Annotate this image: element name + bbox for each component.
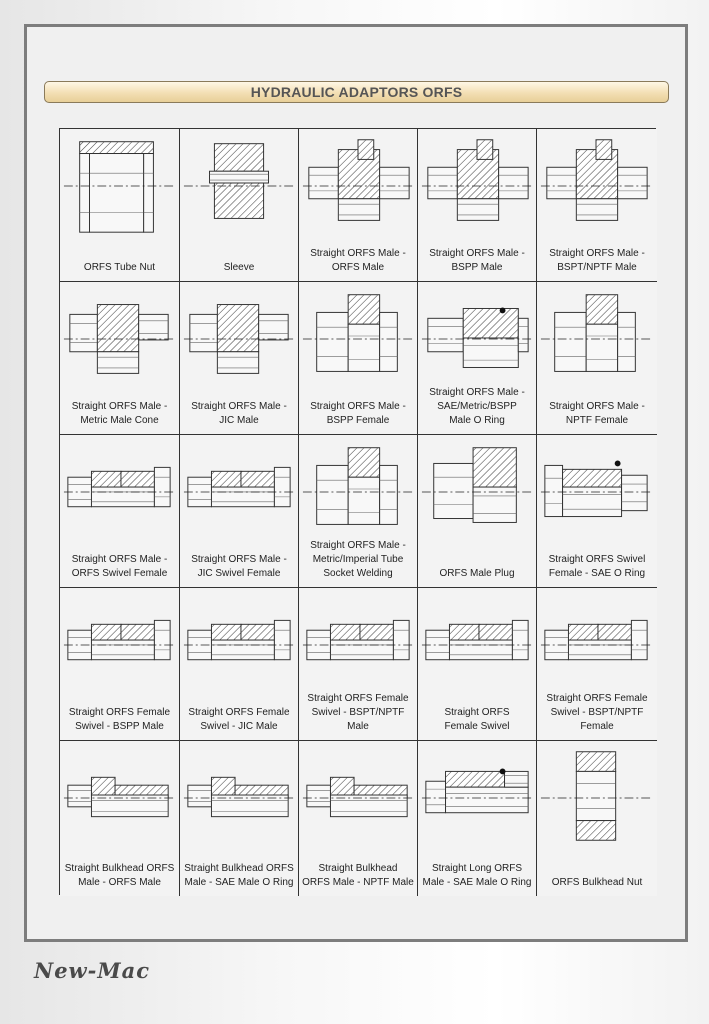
bulkhead-nut-icon (537, 741, 657, 851)
bulkhead-icon (180, 741, 298, 851)
adaptor-label: Straight ORFS Male - Metric Male Cone (71, 401, 168, 426)
adaptor-label: Straight Bulkhead ORFS Male - SAE Male O Ring (184, 863, 294, 888)
adaptor-label: ORFS Tube Nut (83, 262, 156, 273)
long-male-icon (418, 741, 536, 851)
page-title: HYDRAULIC ADAPTORS ORFS (44, 81, 669, 103)
male-male-icon (537, 129, 657, 239)
adaptor-cell[interactable] (418, 741, 537, 896)
adaptor-label: Straight ORFS Female Swivel - BSPT/NPTF Male (307, 693, 409, 732)
adaptor-cell[interactable] (60, 129, 180, 282)
adaptor-cell[interactable] (180, 588, 299, 741)
adaptor-label: Straight Long ORFS Male - SAE Male O Ring (422, 863, 532, 888)
adaptor-cell[interactable] (537, 741, 657, 896)
male-male-icon (299, 129, 417, 239)
adaptor-label: Sleeve (223, 262, 255, 273)
adaptor-cell[interactable] (418, 435, 537, 588)
adaptor-cell[interactable] (537, 282, 657, 435)
swivel-icon (180, 435, 298, 545)
adaptor-label: Straight ORFS Male - BSPP Female (310, 401, 406, 426)
adaptor-label: Straight ORFS Male - ORFS Male (310, 248, 406, 273)
adaptor-label: Straight ORFS Male - JIC Swivel Female (191, 554, 287, 579)
adaptor-label: Straight ORFS Female Swivel (444, 707, 510, 732)
adaptor-cell[interactable] (299, 129, 418, 282)
adaptor-label: Straight ORFS Female Swivel - BSPT/NPTF Female (546, 693, 648, 732)
adaptor-cell[interactable] (180, 741, 299, 896)
adaptor-cell[interactable] (418, 129, 537, 282)
adaptor-cell[interactable] (299, 741, 418, 896)
adaptor-cell[interactable] (418, 588, 537, 741)
swivel-icon (180, 588, 298, 698)
adaptor-label: ORFS Male Plug (439, 568, 515, 579)
adaptor-label: Straight ORFS Swivel Female - SAE O Ring (548, 554, 646, 579)
adaptor-cell[interactable] (180, 435, 299, 588)
adaptor-label: Straight Bulkhead ORFS Male - ORFS Male (64, 863, 175, 888)
adaptor-cell[interactable] (299, 282, 418, 435)
male-cone-icon (60, 282, 179, 392)
adaptor-cell[interactable] (60, 741, 180, 896)
adaptor-cell[interactable] (537, 588, 657, 741)
sleeve-icon (180, 129, 298, 239)
adaptor-cell[interactable] (60, 435, 180, 588)
adaptor-cell[interactable] (299, 435, 418, 588)
adaptor-label: Straight ORFS Female Swivel - BSPP Male (68, 707, 171, 732)
adaptor-cell[interactable] (180, 129, 299, 282)
adaptor-label: Straight ORFS Female Swivel - JIC Male (188, 707, 290, 732)
adaptor-label: Straight ORFS Male - JIC Male (191, 401, 287, 426)
swivel-oring-icon (537, 435, 657, 545)
adaptor-label: ORFS Bulkhead Nut (551, 877, 643, 888)
male-female-icon (299, 282, 417, 392)
adaptor-label: Straight Bulkhead ORFS Male - NPTF Male (302, 863, 414, 888)
tube-nut-icon (60, 129, 179, 239)
swivel-icon (60, 435, 179, 545)
adaptor-cell[interactable] (418, 282, 537, 435)
adaptor-label: Straight ORFS Male - NPTF Female (549, 401, 645, 426)
swivel-icon (60, 588, 179, 698)
swivel-icon (537, 588, 657, 698)
swivel-icon (418, 588, 536, 698)
adaptor-label: Straight ORFS Male - BSPT/NPTF Male (549, 248, 645, 273)
adaptor-cell[interactable] (60, 588, 180, 741)
male-oring-icon (418, 282, 536, 392)
male-male-icon (418, 129, 536, 239)
adaptor-cell[interactable] (537, 129, 657, 282)
adaptor-cell[interactable] (180, 282, 299, 435)
adaptor-cell[interactable] (60, 282, 180, 435)
adaptor-cell[interactable] (299, 588, 418, 741)
adaptor-label: Straight ORFS Male - Metric/Imperial Tube Socket Welding (310, 540, 406, 579)
adaptor-cell[interactable] (537, 435, 657, 588)
bulkhead-icon (299, 741, 417, 851)
bulkhead-icon (60, 741, 179, 851)
plug-icon (418, 435, 536, 545)
adaptor-label: Straight ORFS Male - BSPP Male (429, 248, 525, 273)
adaptor-grid (59, 128, 656, 895)
male-female-icon (537, 282, 657, 392)
adaptor-label: Straight ORFS Male - ORFS Swivel Female (71, 554, 168, 579)
swivel-icon (299, 588, 417, 698)
brand-logo: New-Mac (34, 958, 150, 983)
adaptor-label: Straight ORFS Male - SAE/Metric/BSPP Male O Ring (429, 387, 525, 426)
male-cone-icon (180, 282, 298, 392)
male-female-icon (299, 435, 417, 545)
